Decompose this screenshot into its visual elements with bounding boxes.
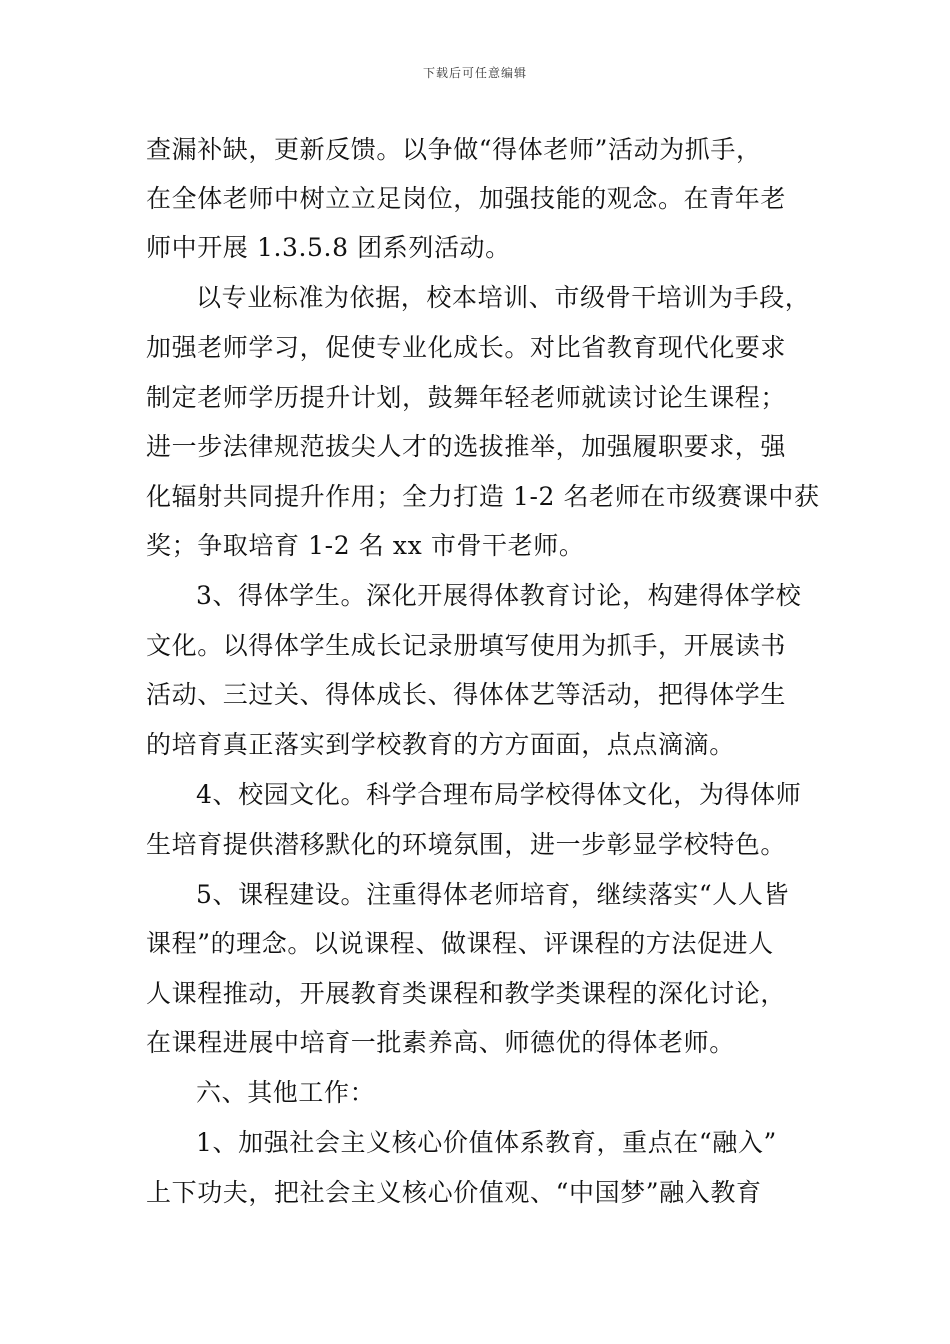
body-line: 3、得体学生。深化开展得体教育讨论，构建得体学校 xyxy=(196,581,802,610)
body-line: 化辐射共同提升作用；全力打造 1-2 名老师在市级赛课中获 xyxy=(146,482,820,511)
body-line: 进一步法律规范拔尖人才的选拔推举，加强履职要求，强 xyxy=(146,432,787,461)
body-line: 以专业标准为依据，校本培训、市级骨干培训为手段， xyxy=(196,283,811,312)
body-line: 生培育提供潜移默化的环境氛围，进一步彰显学校特色。 xyxy=(146,830,787,859)
body-line: 奖；争取培育 1-2 名 xx 市骨干老师。 xyxy=(146,531,585,560)
body-line: 上下功夫，把社会主义核心价值观、“中国梦”融入教育 xyxy=(146,1178,762,1207)
body-line: 活动、三过关、得体成长、得体体艺等活动，把得体学生 xyxy=(146,680,787,709)
body-line: 查漏补缺，更新反馈。以争做“得体老师”活动为抓手， xyxy=(146,135,762,164)
body-line: 加强老师学习，促使专业化成长。对比省教育现代化要求 xyxy=(146,333,787,362)
body-line: 在课程进展中培育一批素养高、师德优的得体老师。 xyxy=(146,1028,735,1057)
body-line: 人课程推动，开展教育类课程和教学类课程的深化讨论， xyxy=(146,979,787,1008)
body-line: 1、加强社会主义核心价值体系教育，重点在“融入” xyxy=(196,1128,777,1157)
body-line: 六、其他工作： xyxy=(196,1078,376,1107)
body-line: 的培育真正落实到学校教育的方方面面，点点滴滴。 xyxy=(146,730,735,759)
body-line: 在全体老师中树立立足岗位，加强技能的观念。在青年老 xyxy=(146,184,787,213)
body-line: 师中开展 1.3.5.8 团系列活动。 xyxy=(146,233,511,262)
body-line: 文化。以得体学生成长记录册填写使用为抓手，开展读书 xyxy=(146,631,787,660)
page-header: 下载后可任意编辑 xyxy=(422,66,527,80)
body-line: 制定老师学历提升计划，鼓舞年轻老师就读讨论生课程； xyxy=(146,383,787,412)
body-line: 4、校园文化。科学合理布局学校得体文化，为得体师 xyxy=(196,780,802,809)
body-line: 课程”的理念。以说课程、做课程、评课程的方法促进人 xyxy=(146,929,774,958)
body-line: 5、课程建设。注重得体老师培育，继续落实“人人皆 xyxy=(196,880,790,909)
